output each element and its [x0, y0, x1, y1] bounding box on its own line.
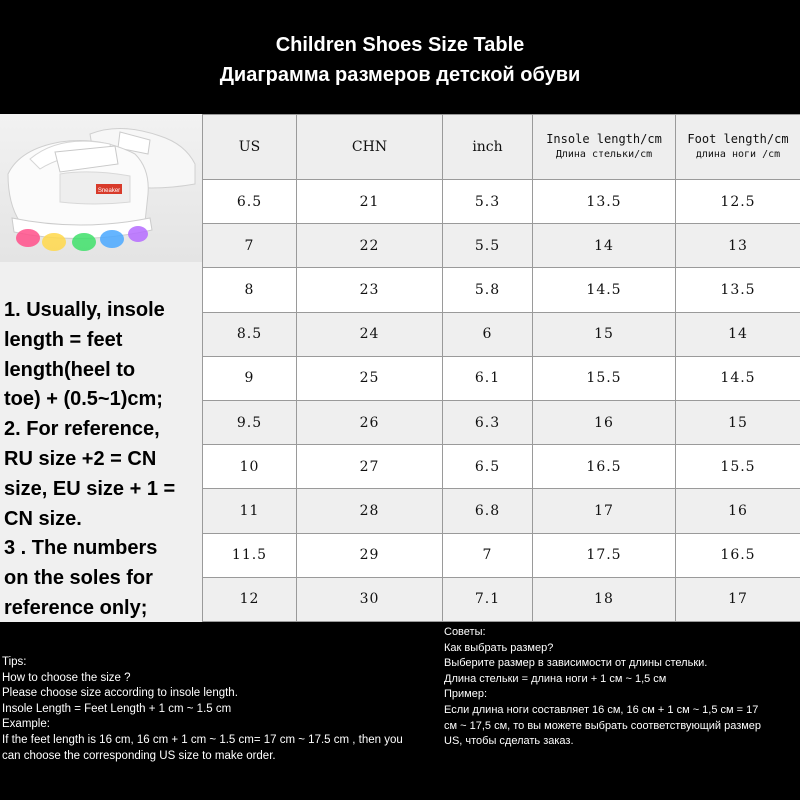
- cell-chn: 25: [297, 356, 443, 400]
- cell-insole: 17.5: [533, 533, 676, 577]
- table-header-row: [203, 115, 800, 180]
- cell-inch: 7: [443, 533, 533, 577]
- cell-foot: 13.5: [676, 268, 800, 312]
- note-line: toe) + (0.5~1)cm;: [4, 388, 163, 411]
- cell-foot: 13: [676, 224, 800, 268]
- cell-foot: 16: [676, 489, 800, 533]
- cell-chn: 30: [297, 577, 443, 621]
- cell-inch: 6.8: [443, 489, 533, 533]
- cell-inch: 6.5: [443, 445, 533, 489]
- cell-inch: 5.5: [443, 224, 533, 268]
- cell-insole: 13.5: [533, 180, 676, 224]
- cell-insole: 14: [533, 224, 676, 268]
- cell-us: 8: [203, 268, 297, 312]
- cell-chn: 24: [297, 312, 443, 356]
- note-line: on the soles for: [4, 567, 153, 590]
- cell-inch: 6.3: [443, 400, 533, 444]
- note-line: RU size +2 = CN: [4, 447, 157, 470]
- header-chn: CHN: [297, 115, 443, 180]
- cell-insole: 15: [533, 312, 676, 356]
- cell-insole: 18: [533, 577, 676, 621]
- table-row: [203, 180, 800, 224]
- tip-line: Если длина ноги составляет 16 см, 16 см + 1 см ~ 1,5 см = 17: [444, 703, 759, 716]
- note-line: 3 . The numbers: [4, 537, 158, 560]
- cell-inch: 6: [443, 312, 533, 356]
- sneaker-illustration: [0, 114, 202, 262]
- cell-foot: 14: [676, 312, 800, 356]
- header-us: US: [203, 115, 297, 180]
- led-light-yellow: [42, 233, 66, 251]
- table-row: [203, 445, 800, 489]
- note-line: reference only;: [4, 596, 148, 619]
- cell-chn: 23: [297, 268, 443, 312]
- cell-insole: 16: [533, 400, 676, 444]
- cell-us: 10: [203, 445, 297, 489]
- title-russian: Диаграмма размеров детской обуви: [219, 64, 581, 86]
- cell-chn: 28: [297, 489, 443, 533]
- cell-chn: 27: [297, 445, 443, 489]
- cell-insole: 17: [533, 489, 676, 533]
- table-row: [203, 489, 800, 533]
- size-notes: [0, 262, 202, 622]
- tip-line: Example:: [2, 718, 50, 731]
- cell-inch: 7.1: [443, 577, 533, 621]
- tip-line: Please choose size according to insole length.: [2, 687, 238, 700]
- cell-inch: 6.1: [443, 356, 533, 400]
- cell-foot: 14.5: [676, 356, 800, 400]
- tip-line: Insole Length = Feet Length + 1 cm ~ 1.5 cm: [2, 702, 232, 715]
- cell-us: 11.5: [203, 533, 297, 577]
- cell-foot: 17: [676, 577, 800, 621]
- tip-line: can choose the corresponding US size to make order.: [2, 749, 276, 762]
- tip-line: Как выбрать размер?: [444, 641, 554, 654]
- cell-foot: 16.5: [676, 533, 800, 577]
- page-header: [0, 0, 800, 112]
- note-line: size, EU size + 1 =: [4, 477, 176, 500]
- table-row: [203, 400, 800, 444]
- header-insole-en: Insole length/cm: [546, 132, 662, 146]
- cell-foot: 15.5: [676, 445, 800, 489]
- tips-russian: [440, 622, 800, 800]
- cell-foot: 15: [676, 400, 800, 444]
- table-row: [203, 356, 800, 400]
- tip-line: How to choose the size ?: [2, 671, 131, 684]
- note-line: 1. Usually, insole: [4, 299, 165, 321]
- cell-chn: 29: [297, 533, 443, 577]
- led-light-pink: [16, 229, 40, 247]
- tip-line: Советы:: [444, 626, 486, 638]
- table-row: [203, 577, 800, 621]
- header-foot-length: [676, 115, 800, 180]
- header-inch: inch: [443, 115, 533, 180]
- cell-us: 11: [203, 489, 297, 533]
- cell-chn: 26: [297, 400, 443, 444]
- tip-line: см ~ 17,5 см, то вы можете выбрать соответствующий размер: [444, 719, 762, 732]
- cell-chn: 22: [297, 224, 443, 268]
- header-insole-length: [533, 115, 676, 180]
- tip-line: Длина стельки = длина ноги + 1 см ~ 1,5 см: [444, 672, 667, 685]
- note-line: length = feet: [4, 328, 123, 351]
- table-row: [203, 268, 800, 312]
- product-photo: [0, 114, 202, 262]
- cell-us: 6.5: [203, 180, 297, 224]
- cell-us: 7: [203, 224, 297, 268]
- led-light-green: [72, 233, 96, 251]
- note-line: CN size.: [4, 507, 82, 530]
- cell-us: 12: [203, 577, 297, 621]
- tip-line: Выберите размер в зависимости от длины стельки.: [444, 657, 708, 670]
- size-table: [202, 114, 800, 622]
- header-foot-en: Foot length/cm: [687, 132, 789, 146]
- tips-english: [0, 622, 440, 800]
- cell-inch: 5.3: [443, 180, 533, 224]
- title-english: Children Shoes Size Table: [275, 34, 525, 56]
- led-light-purple: [128, 226, 148, 242]
- header-insole-ru: Длина стельки/cm: [555, 149, 653, 160]
- cell-us: 9.5: [203, 400, 297, 444]
- cell-insole: 14.5: [533, 268, 676, 312]
- cell-insole: 16.5: [533, 445, 676, 489]
- cell-foot: 12.5: [676, 180, 800, 224]
- cell-chn: 21: [297, 180, 443, 224]
- cell-insole: 15.5: [533, 356, 676, 400]
- tip-line: Пример:: [444, 688, 488, 701]
- table-row: [203, 224, 800, 268]
- cell-us: 9: [203, 356, 297, 400]
- tip-line: US, чтобы сделать заказ.: [444, 735, 574, 748]
- tip-line: If the feet length is 16 cm, 16 cm + 1 cm ~ 1.5 cm= 17 cm ~ 17.5 cm , then you: [2, 733, 403, 746]
- header-foot-ru: длина ноги /cm: [695, 149, 781, 160]
- note-line: 2. For reference,: [4, 418, 160, 441]
- tag-text: Sneaker: [97, 188, 121, 194]
- table-row: [203, 312, 800, 356]
- table-row: [203, 533, 800, 577]
- cell-us: 8.5: [203, 312, 297, 356]
- led-light-blue: [100, 230, 124, 248]
- note-line: length(heel to: [4, 358, 136, 381]
- cell-inch: 5.8: [443, 268, 533, 312]
- tip-line: Tips:: [2, 656, 27, 668]
